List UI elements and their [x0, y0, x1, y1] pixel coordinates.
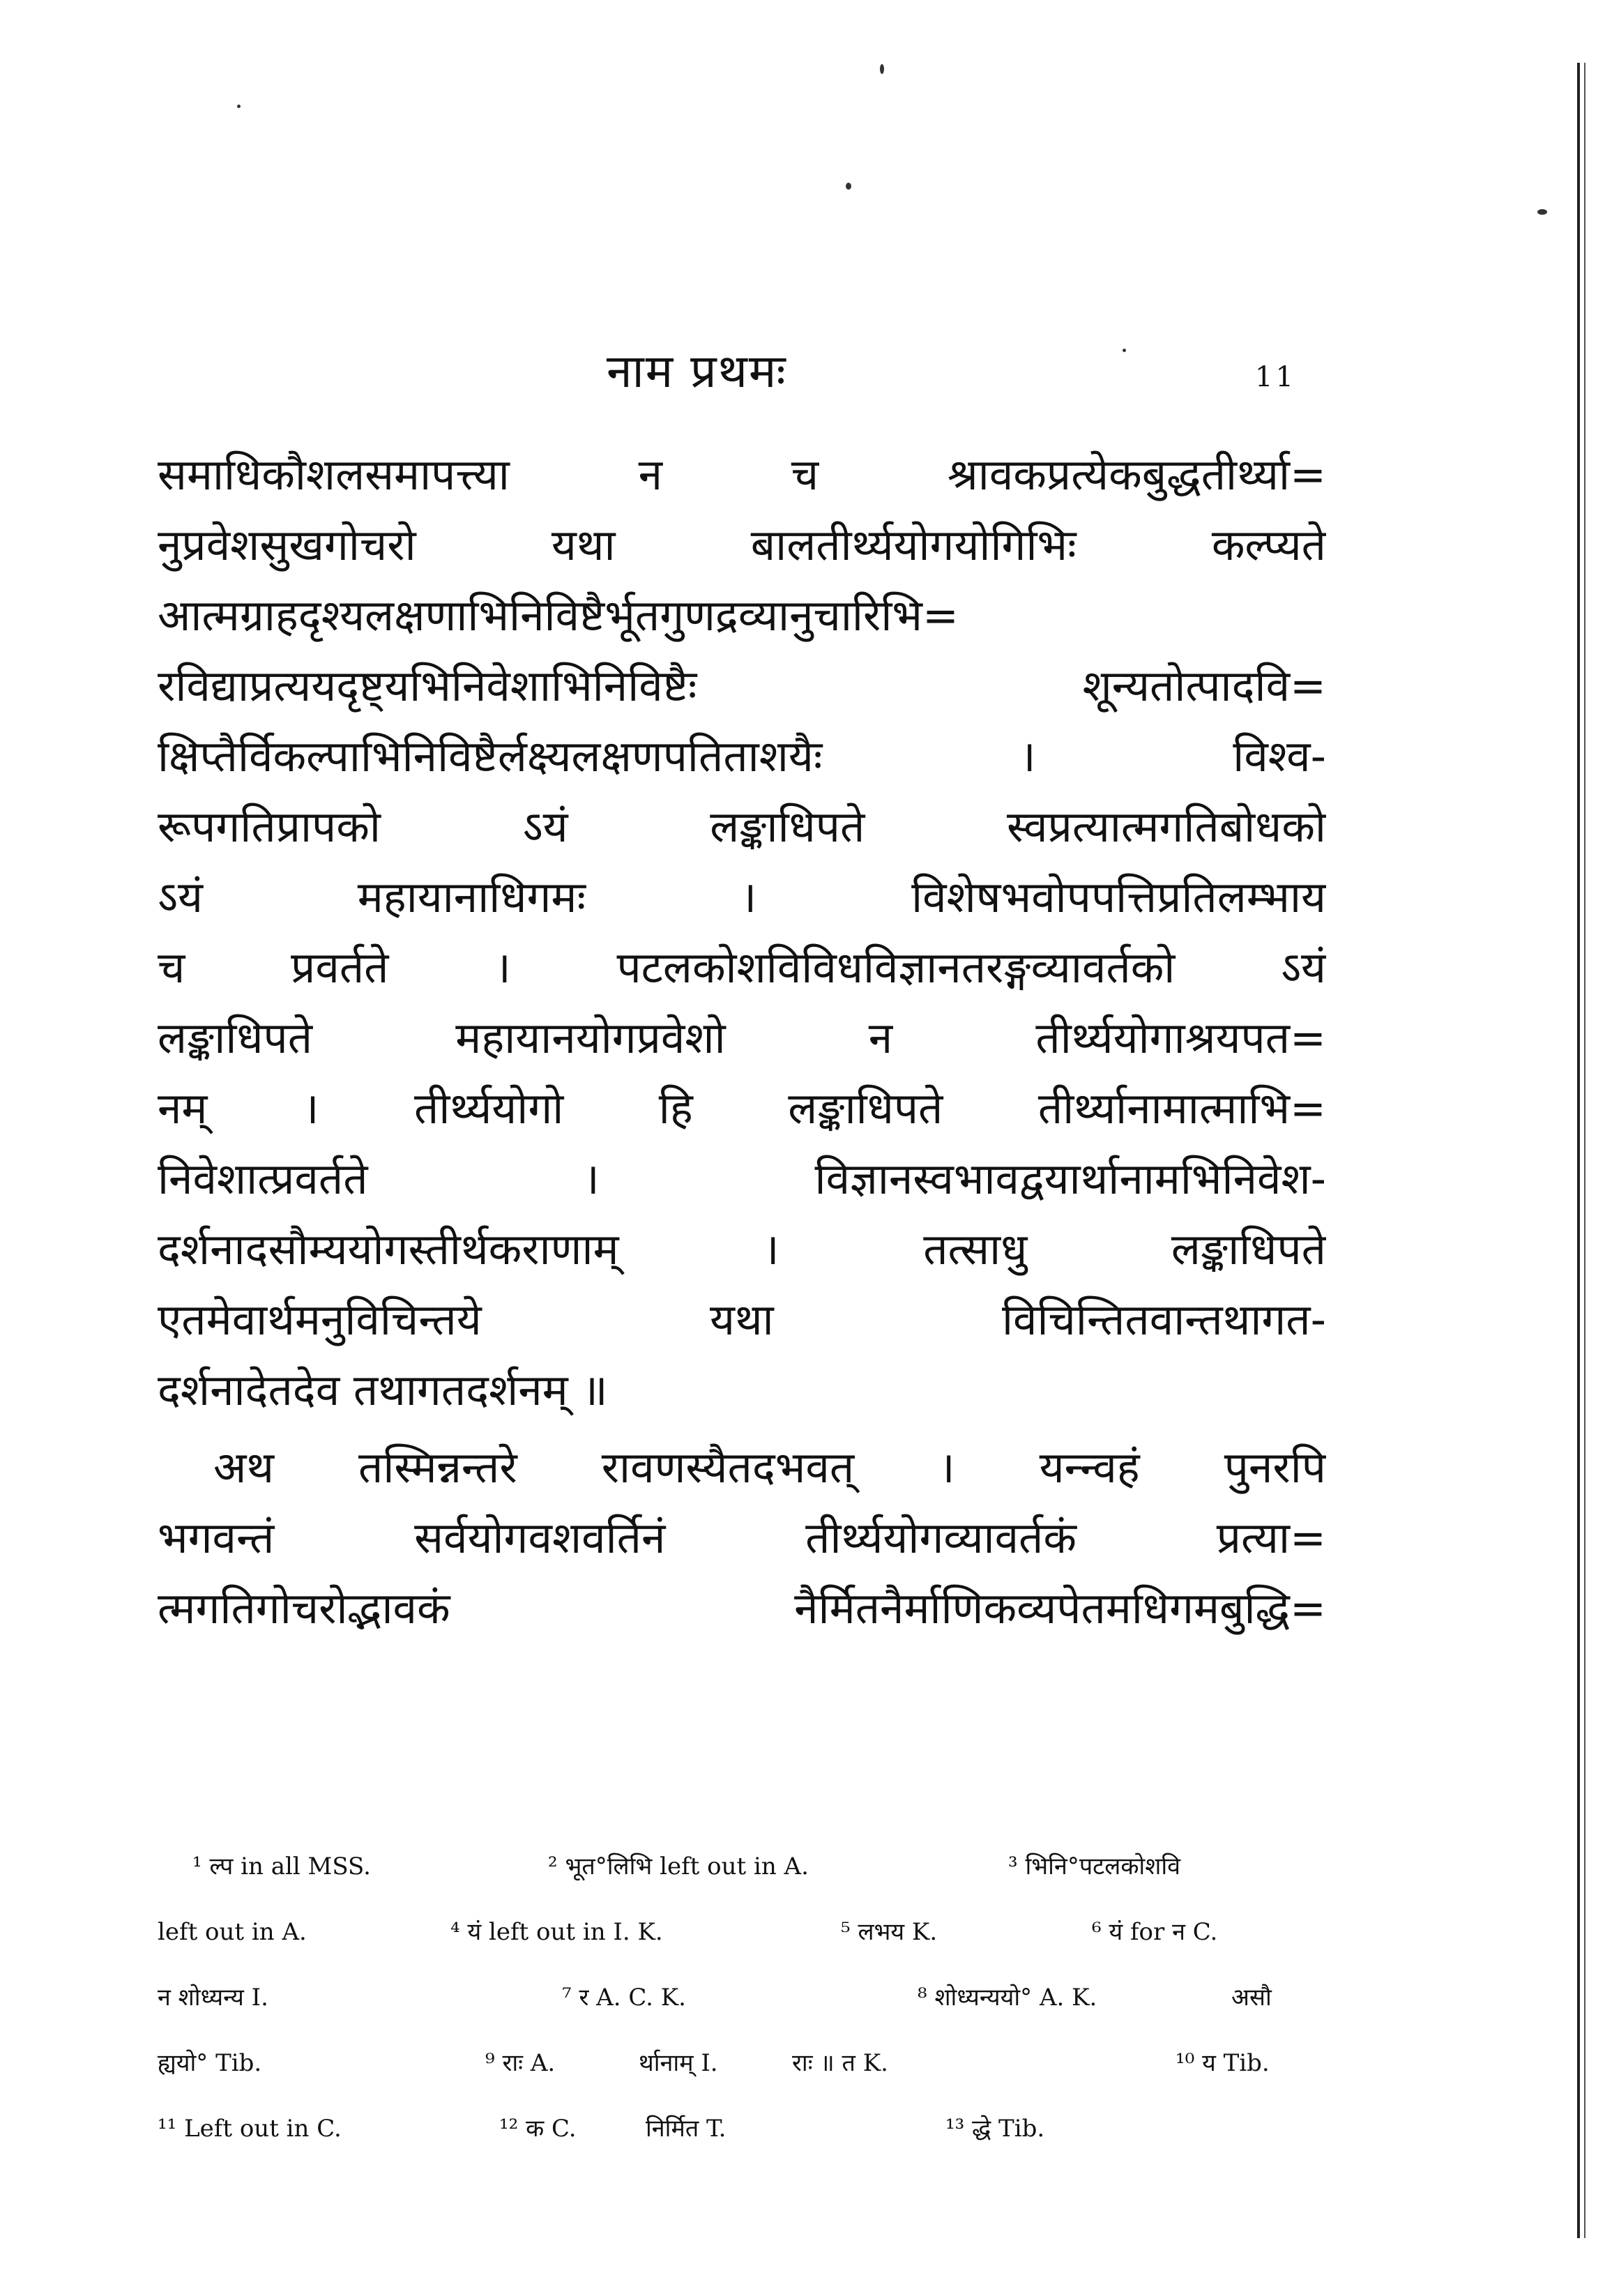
footnote: ¹¹ Left out in C. — [158, 2115, 342, 2143]
body-text — [158, 439, 1326, 1643]
footnote: ⁴ यं left out in I. K. — [450, 1918, 663, 1946]
footnote: ⁵ लभय K. — [841, 1918, 938, 1946]
footnote: न शोध्यन्य I. — [158, 1984, 268, 2012]
footnote: निर्मित T. — [646, 2115, 727, 2143]
footnote: ⁹ राः A. — [485, 2049, 556, 2077]
scan-speck — [880, 64, 884, 74]
body-line: ऽयं महायानाधिगमः । विशेषभवोपपत्तिप्रतिलम्भाय — [158, 872, 1326, 922]
footnote: ¹ ल्प in all MSS. — [192, 1853, 371, 1880]
footnote: left out in A. — [158, 1918, 307, 1946]
footnote: ³ भिनि°पटलकोशवि — [1008, 1853, 1181, 1880]
body-line: नम् । तीर्थ्ययोगो हि लङ्काधिपते तीर्थ्यानामात्माभि= — [158, 1083, 1326, 1134]
body-line: रविद्याप्रत्ययदृष्ट्यभिनिवेशाभिनिविष्टैः शून्यतोत्पादवि= — [158, 660, 1326, 711]
footnote: राः ॥ त K. — [792, 2049, 888, 2077]
footnote: ⁸ शोध्यन्ययो° A. K. — [918, 1984, 1097, 2012]
footnote: ⁶ यं for न C. — [1092, 1918, 1218, 1946]
footnote: र्थानाम् I. — [639, 2049, 718, 2077]
body-line: दर्शनादसौम्ययोगस्तीर्थकराणाम् । तत्साधु लङ्काधिपते — [158, 1224, 1326, 1275]
footnote: ¹⁰ य Tib. — [1176, 2049, 1270, 2077]
footnote-row — [158, 2030, 1329, 2096]
body-line: त्मगतिगोचरोद्भावकं नैर्मितनैर्माणिकव्यपेतमधिगमबुद्धि= — [158, 1583, 1326, 1634]
running-title: नाम प्रथमः — [607, 344, 787, 398]
body-line: क्षिप्तैर्विकल्पाभिनिविष्टैर्लक्ष्यलक्षणपतिताशयैः । विश्व- — [158, 731, 1326, 782]
footnote: ह्ययो° Tib. — [158, 2049, 262, 2077]
footnote: ⁷ र A. C. K. — [562, 1984, 686, 2012]
page-edge-rule — [1584, 63, 1585, 2238]
body-line: लङ्काधिपते महायानयोगप्रवेशो न तीर्थ्ययोगाश्रयपत= — [158, 1012, 1326, 1063]
body-line: आत्मग्राहदृश्यलक्षणाभिनिविष्टैर्भूतगुणद्रव्यानुचारिभि= — [158, 590, 959, 641]
page-header — [0, 333, 1605, 410]
footnote: ¹² क C. — [499, 2115, 577, 2143]
scan-speck — [1537, 209, 1547, 215]
body-line: निवेशात्प्रवर्तते । विज्ञानस्वभावद्वयार्थानामभिनिवेश- — [158, 1153, 1326, 1204]
scan-speck — [1123, 349, 1126, 352]
footnote-row — [158, 1834, 1329, 1899]
footnote: ² भूत°लिभि left out in A. — [548, 1853, 809, 1880]
footnote: असौ — [1231, 1984, 1272, 2012]
page-number: 11 — [1255, 361, 1296, 393]
footnotes — [158, 1834, 1329, 2161]
footnote: ¹³ द्धे Tib. — [945, 2115, 1045, 2143]
body-line: समाधिकौशलसमापत्त्या न च श्रावकप्रत्येकबुद्धतीर्थ्या= — [158, 449, 1326, 500]
footnote-row — [158, 1899, 1329, 1965]
footnote-row — [158, 1965, 1329, 2030]
page-edge-rule — [1577, 63, 1580, 2238]
body-line: एतमेवार्थमनुविचिन्तये यथा विचिन्तितवान्तथागत- — [158, 1294, 1326, 1345]
scan-speck — [237, 105, 241, 108]
body-line: दर्शनादेतदेव तथागतदर्शनम् ॥ — [158, 1364, 608, 1415]
body-line: अथ तस्मिन्नन्तरे रावणस्यैतदभवत् । यन्न्वहं पुनरपि — [213, 1442, 1326, 1493]
body-line: नुप्रवेशसुखगोचरो यथा बालतीर्थ्ययोगयोगिभिः कल्प्यते — [158, 519, 1326, 570]
footnote-row — [158, 2096, 1329, 2161]
body-line: रूपगतिप्रापको ऽयं लङ्काधिपते स्वप्रत्यात्मगतिबोधको — [158, 801, 1326, 852]
body-line: च प्रवर्तते । पटलकोशविविधविज्ञानतरङ्गव्यावर्तको ऽयं — [158, 942, 1326, 993]
body-line: भगवन्तं सर्वयोगवशवर्तिनं तीर्थ्ययोगव्यावर्तकं प्रत्या= — [158, 1512, 1326, 1563]
scan-speck — [846, 183, 851, 190]
